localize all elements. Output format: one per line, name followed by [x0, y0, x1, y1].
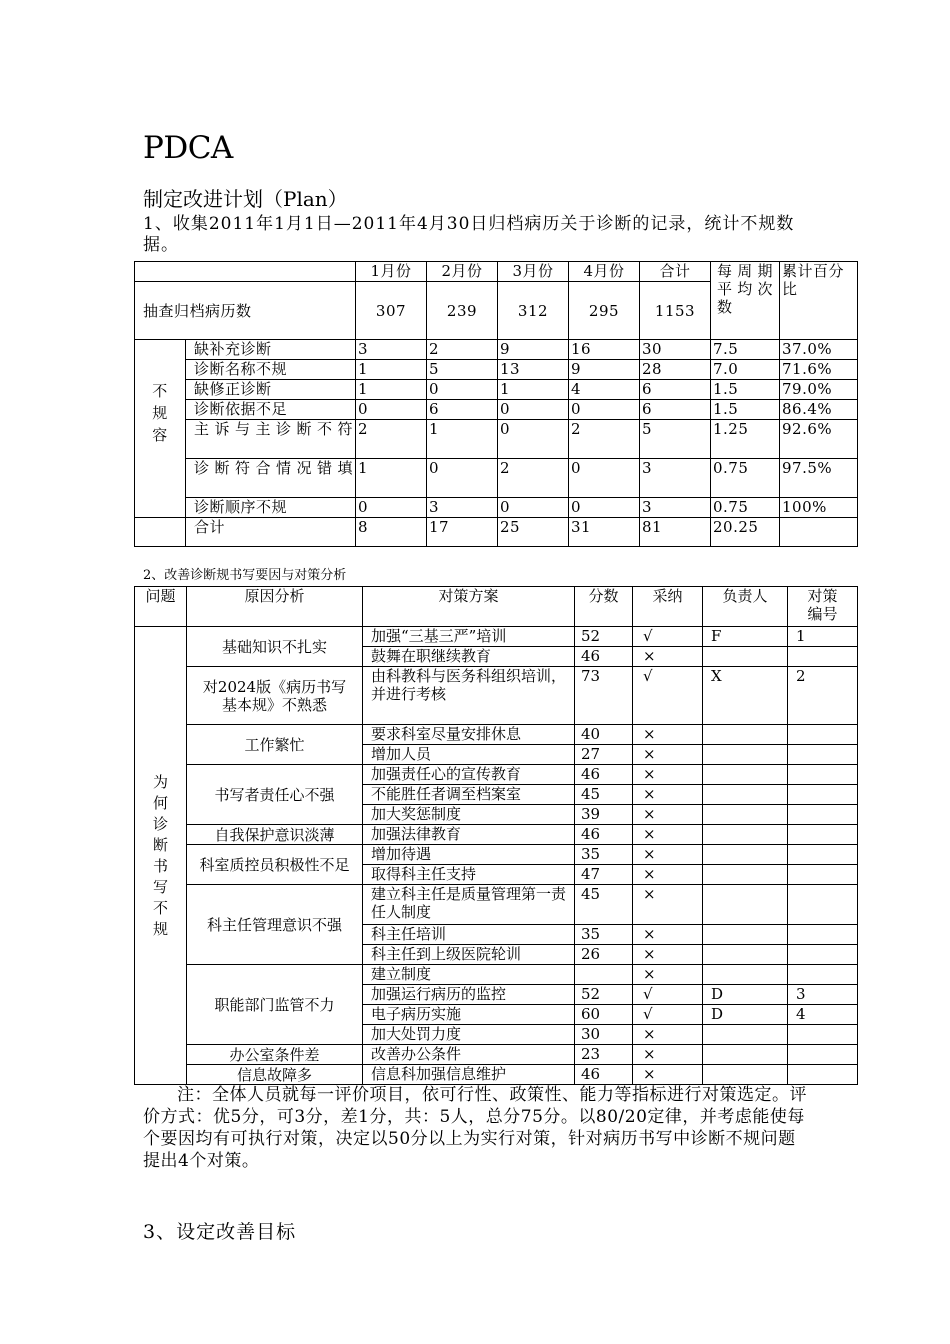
stats-cell: 0 [356, 400, 427, 420]
cause-cell: 职能部门监管不力 [187, 965, 363, 1045]
stats-cell: 6 [640, 380, 711, 400]
stats-cell: 0 [356, 498, 427, 518]
stats-row-label: 主诉与主诊断不符 [186, 420, 356, 459]
intro-paragraph: 1、收集2011年1月1日—2011年4月30日归档病历关于诊断的记录，统计不规数据。 [143, 214, 795, 255]
adopt-cell: √ [633, 1005, 703, 1025]
measure-no-cell: 2 [788, 667, 858, 725]
score-cell: 47 [575, 865, 633, 885]
score-cell: 46 [575, 765, 633, 785]
owner-cell [703, 865, 788, 885]
score-cell: 52 [575, 985, 633, 1005]
stats-row-label: 诊断名称不规 [186, 360, 356, 380]
measure-cell: 建立制度 [363, 965, 575, 985]
stats-header-cell: 累计百分比 [780, 262, 858, 340]
cause-header-cell: 对策编号 [788, 587, 858, 627]
cause-cell: 工作繁忙 [187, 725, 363, 765]
stats-cell: 2 [356, 420, 427, 459]
stats-row [135, 360, 858, 380]
stats-cell: 9 [498, 340, 569, 360]
stats-total-label: 合计 [186, 518, 356, 547]
adopt-cell: × [633, 1025, 703, 1045]
stats-cell: 20.25 [711, 518, 780, 547]
adopt-cell: √ [633, 667, 703, 725]
stats-group-label [135, 340, 186, 518]
owner-cell: D [703, 985, 788, 1005]
adopt-cell: × [633, 1045, 703, 1065]
measure-no-cell [788, 845, 858, 865]
score-cell: 52 [575, 627, 633, 647]
owner-cell [703, 725, 788, 745]
measure-cell: 科主任培训 [363, 925, 575, 945]
cause-table-row [135, 667, 858, 725]
score-cell: 27 [575, 745, 633, 765]
cause-table-row [135, 1065, 858, 1085]
stats-cell: 5 [427, 360, 498, 380]
stats-cell: 28 [640, 360, 711, 380]
problem-cell [135, 627, 187, 1085]
owner-cell [703, 765, 788, 785]
measure-no-cell [788, 885, 858, 925]
stats-row [135, 400, 858, 420]
measure-cell: 加大处罚力度 [363, 1025, 575, 1045]
measure-no-cell [788, 765, 858, 785]
measure-cell: 信息科加强信息维护 [363, 1065, 575, 1085]
measure-cell: 加强“三基三严”培训 [363, 627, 575, 647]
score-cell: 35 [575, 845, 633, 865]
stats-cell: 7.0 [711, 360, 780, 380]
stats-cell: 0 [498, 498, 569, 518]
stats-header-cell: 3月份 [498, 262, 569, 282]
stats-cell: 307 [356, 282, 427, 340]
stats-row-label: 诊断依据不足 [186, 400, 356, 420]
stats-cell: 295 [569, 282, 640, 340]
owner-cell: X [703, 667, 788, 725]
cause-cell: 办公室条件差 [187, 1045, 363, 1065]
score-cell: 46 [575, 1065, 633, 1085]
adopt-cell: × [633, 745, 703, 765]
stats-header-cell: 合计 [640, 262, 711, 282]
stats-cell: 0 [569, 498, 640, 518]
stats-row [135, 340, 858, 360]
stats-row-label: 诊断符合情况错填 [186, 459, 356, 498]
stats-cell: 79.0% [780, 380, 858, 400]
cause-table-row [135, 825, 858, 845]
stats-row-label: 诊断顺序不规 [186, 498, 356, 518]
measure-no-cell [788, 725, 858, 745]
stats-cell: 6 [427, 400, 498, 420]
stats-cell: 25 [498, 518, 569, 547]
stats-cell: 8 [356, 518, 427, 547]
stats-cell: 9 [569, 360, 640, 380]
score-cell: 46 [575, 647, 633, 667]
cause-cell: 科室质控员积极性不足 [187, 845, 363, 885]
measure-cell: 不能胜任者调至档案室 [363, 785, 575, 805]
cause-header-cell: 问题 [135, 587, 187, 627]
stats-cell: 16 [569, 340, 640, 360]
score-cell: 45 [575, 885, 633, 925]
measure-no-cell [788, 1025, 858, 1045]
measure-cell: 取得科主任支持 [363, 865, 575, 885]
measure-cell: 增加待遇 [363, 845, 575, 865]
section-heading-goal: 3、设定改善目标 [143, 1221, 297, 1243]
score-cell: 23 [575, 1045, 633, 1065]
score-cell: 30 [575, 1025, 633, 1045]
stats-cell: 7.5 [711, 340, 780, 360]
stats-cell: 1 [427, 420, 498, 459]
owner-cell [703, 925, 788, 945]
stats-header-cell: 4月份 [569, 262, 640, 282]
cause-table-row [135, 965, 858, 985]
stats-row [135, 459, 858, 498]
stats-cell: 1 [498, 380, 569, 400]
owner-cell [703, 845, 788, 865]
cause-cell: 书写者责任心不强 [187, 765, 363, 825]
stats-row-label: 缺补充诊断 [186, 340, 356, 360]
stats-cell: 100% [780, 498, 858, 518]
cause-cell: 自我保护意识淡薄 [187, 825, 363, 845]
adopt-cell: √ [633, 985, 703, 1005]
cause-header-cell: 对策方案 [363, 587, 575, 627]
stats-header-blank [135, 262, 356, 282]
cause-cell: 基础知识不扎实 [187, 627, 363, 667]
owner-cell [703, 805, 788, 825]
stats-table [134, 261, 858, 547]
stats-cell: 239 [427, 282, 498, 340]
adopt-cell: × [633, 865, 703, 885]
stats-cell: 0.75 [711, 498, 780, 518]
adopt-cell: × [633, 725, 703, 745]
score-cell [575, 965, 633, 985]
stats-cell: 3 [640, 459, 711, 498]
stats-cell: 2 [427, 340, 498, 360]
stats-cell: 86.4% [780, 400, 858, 420]
stats-cell: 71.6% [780, 360, 858, 380]
measure-no-cell [788, 805, 858, 825]
cause-cell: 科主任管理意识不强 [187, 885, 363, 965]
stats-cell: 17 [427, 518, 498, 547]
measure-cell: 加强法律教育 [363, 825, 575, 845]
measure-cell: 科主任到上级医院轮训 [363, 945, 575, 965]
stats-cell: 1 [356, 459, 427, 498]
stats-row [135, 420, 858, 459]
owner-cell [703, 745, 788, 765]
document-title: PDCA [143, 130, 233, 166]
stats-cell [780, 518, 858, 547]
owner-cell [703, 965, 788, 985]
owner-cell: F [703, 627, 788, 647]
measure-cell: 增加人员 [363, 745, 575, 765]
cause-table-row [135, 1045, 858, 1065]
measure-no-cell [788, 1045, 858, 1065]
owner-cell [703, 885, 788, 925]
stats-cell: 5 [640, 420, 711, 459]
score-cell: 73 [575, 667, 633, 725]
stats-cell: 1 [356, 360, 427, 380]
measure-cell: 电子病历实施 [363, 1005, 575, 1025]
stats-row [135, 498, 858, 518]
cause-table-row [135, 765, 858, 785]
measure-no-cell [788, 745, 858, 765]
measure-no-cell [788, 825, 858, 845]
stats-cell: 3 [427, 498, 498, 518]
owner-cell [703, 945, 788, 965]
measure-no-cell: 3 [788, 985, 858, 1005]
stats-cell: 0 [427, 459, 498, 498]
problem-text: 为何诊断书写不规 [152, 772, 168, 938]
owner-cell [703, 1025, 788, 1045]
stats-cell: 81 [640, 518, 711, 547]
table2-caption: 2、改善诊断规书写要因与对策分析 [143, 568, 347, 583]
measure-cell: 改善办公条件 [363, 1045, 575, 1065]
measure-no-cell: 1 [788, 627, 858, 647]
measure-cell: 加强运行病历的监控 [363, 985, 575, 1005]
cause-table-row [135, 627, 858, 647]
note-paragraph: 注：全体人员就每一评价项目，依可行性、政策性、能力等指标进行对策选定。评价方式：优5分，可3分，差1分，共：5人，总分75分。以80/20定律，并考虑能使每个要因均有可执行对策，决定以50分以上为实行对策，针对病历书写中诊断不规问题提出4个对策。 [143, 1085, 807, 1171]
stats-cell: 30 [640, 340, 711, 360]
cause-cell: 对2024版《病历书写基本规》不熟悉 [187, 667, 363, 725]
stats-cell: 2 [498, 459, 569, 498]
cause-cell: 信息故障多 [187, 1065, 363, 1085]
cause-table-row [135, 725, 858, 745]
stats-sample-label: 抽查归档病历数 [135, 282, 356, 340]
adopt-cell: × [633, 765, 703, 785]
adopt-cell: × [633, 647, 703, 667]
measure-no-cell [788, 865, 858, 885]
stats-cell: 1 [356, 380, 427, 400]
score-cell: 39 [575, 805, 633, 825]
adopt-cell: × [633, 1065, 703, 1085]
measure-no-cell: 4 [788, 1005, 858, 1025]
adopt-cell: × [633, 805, 703, 825]
adopt-cell: × [633, 845, 703, 865]
measure-cell: 要求科室尽量安排休息 [363, 725, 575, 745]
stats-cell: 1.5 [711, 400, 780, 420]
measure-cell: 由科教科与医务科组织培训，并进行考核 [363, 667, 575, 725]
stats-cell: 0.75 [711, 459, 780, 498]
cause-header-cell: 原因分析 [187, 587, 363, 627]
stats-cell: 31 [569, 518, 640, 547]
stats-cell: 0 [427, 380, 498, 400]
stats-cell: 1.25 [711, 420, 780, 459]
adopt-cell: × [633, 925, 703, 945]
stats-cell: 3 [640, 498, 711, 518]
measure-no-cell [788, 945, 858, 965]
cause-table-row [135, 845, 858, 865]
measure-cell: 加强责任心的宣传教育 [363, 765, 575, 785]
stats-header-cell: 2月份 [427, 262, 498, 282]
stats-cell: 4 [569, 380, 640, 400]
stats-cell: 13 [498, 360, 569, 380]
stats-cell: 37.0% [780, 340, 858, 360]
stats-header-cell: 1月份 [356, 262, 427, 282]
cause-table-row [135, 885, 858, 925]
stats-cell: 3 [356, 340, 427, 360]
stats-cell: 2 [569, 420, 640, 459]
measure-cell: 建立科主任是质量管理第一责任人制度 [363, 885, 575, 925]
stats-total-row [135, 518, 858, 547]
measure-no-cell [788, 785, 858, 805]
cause-header-cell: 分数 [575, 587, 633, 627]
score-cell: 26 [575, 945, 633, 965]
measure-no-cell [788, 647, 858, 667]
score-cell: 60 [575, 1005, 633, 1025]
stats-cell: 1153 [640, 282, 711, 340]
measure-no-cell [788, 925, 858, 945]
cause-header-cell: 采纳 [633, 587, 703, 627]
stats-row [135, 380, 858, 400]
stats-cell: 0 [498, 400, 569, 420]
stats-cell: 0 [569, 459, 640, 498]
owner-cell [703, 785, 788, 805]
cause-header-row [135, 587, 858, 627]
adopt-cell: × [633, 945, 703, 965]
stats-header-row [135, 262, 858, 282]
score-cell: 40 [575, 725, 633, 745]
score-cell: 35 [575, 925, 633, 945]
stats-cell: 1.5 [711, 380, 780, 400]
stats-total-blank [135, 518, 186, 547]
owner-cell [703, 1045, 788, 1065]
owner-cell [703, 647, 788, 667]
adopt-cell: × [633, 965, 703, 985]
stats-cell: 312 [498, 282, 569, 340]
stats-header-cell: 每周期平均次数 [711, 262, 780, 340]
owner-cell [703, 1065, 788, 1085]
score-cell: 46 [575, 825, 633, 845]
stats-cell: 0 [498, 420, 569, 459]
score-cell: 45 [575, 785, 633, 805]
stats-cell: 92.6% [780, 420, 858, 459]
adopt-cell: × [633, 825, 703, 845]
owner-cell: D [703, 1005, 788, 1025]
measure-no-cell [788, 1065, 858, 1085]
cause-header-cell: 负责人 [703, 587, 788, 627]
owner-cell [703, 825, 788, 845]
stats-cell: 6 [640, 400, 711, 420]
stats-cell: 0 [569, 400, 640, 420]
section-heading-plan: 制定改进计划（Plan） [143, 187, 348, 211]
adopt-cell: × [633, 785, 703, 805]
measure-cell: 加大奖惩制度 [363, 805, 575, 825]
measure-cell: 鼓舞在职继续教育 [363, 647, 575, 667]
stats-group-label-text: 不规容 [152, 382, 168, 444]
stats-row-label: 缺修正诊断 [186, 380, 356, 400]
adopt-cell: × [633, 885, 703, 925]
stats-cell: 97.5% [780, 459, 858, 498]
cause-analysis-table [134, 586, 858, 1085]
measure-no-cell [788, 965, 858, 985]
adopt-cell: √ [633, 627, 703, 647]
